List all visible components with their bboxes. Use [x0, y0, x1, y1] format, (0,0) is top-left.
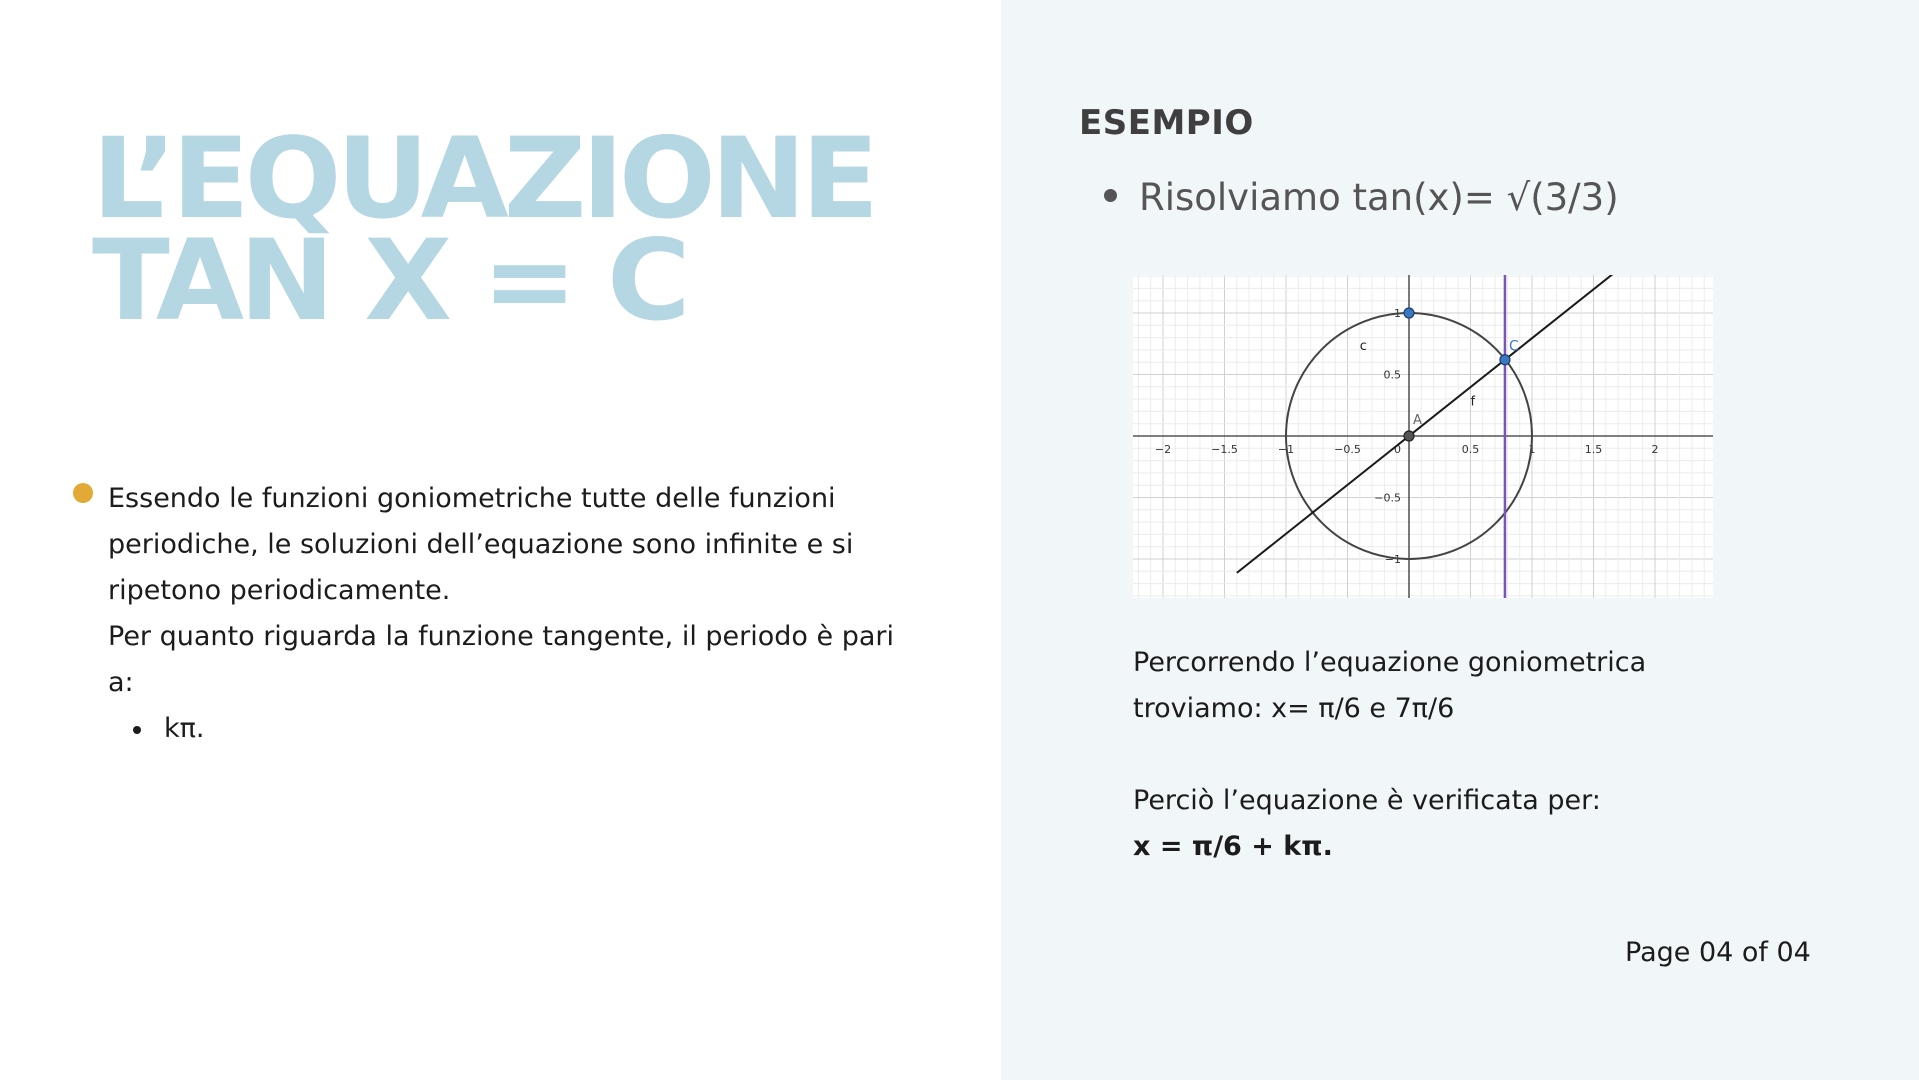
bullet-dot-icon	[1104, 189, 1117, 202]
x-tick-label: −1	[1277, 443, 1295, 456]
result-solution: x = π/6 + kπ.	[1133, 831, 1333, 862]
x-tick-label: 1	[1528, 443, 1536, 456]
result-text	[1133, 640, 1773, 870]
example-item	[1104, 176, 1619, 219]
result-line-3: Perciò l’equazione è verificata per:	[1133, 785, 1601, 816]
body-paragraph-1: Essendo le funzioni goniometriche tutte delle funzioni periodiche, le soluzioni dell’equazione sono infinite e si ripetono periodicamente.	[108, 483, 854, 606]
point-c	[1500, 355, 1510, 365]
x-tick-label: −0.5	[1334, 443, 1361, 456]
result-line-2: troviamo: x= π/6 e 7π/6	[1133, 693, 1455, 724]
period-sub-bullet: kπ.	[108, 706, 908, 752]
example-item-text: Risolviamo tan(x)= √(3/3)	[1139, 176, 1619, 219]
y-tick-label: −0.5	[1374, 491, 1401, 505]
y-tick-label: 0.5	[1383, 368, 1401, 382]
body-text	[108, 476, 908, 752]
x-tick-label: 1.5	[1584, 443, 1603, 456]
point-top	[1404, 308, 1414, 318]
section-title: ESEMPIO	[1079, 103, 1254, 143]
graph-axes	[1133, 275, 1713, 598]
x-tick-label: 0.5	[1461, 443, 1480, 456]
origin-tick-label: 0	[1394, 443, 1401, 456]
slide-title	[92, 113, 875, 346]
unit-circle-graph	[1133, 275, 1713, 598]
circle-label: c	[1359, 338, 1367, 354]
page-number: Page 04 of 04	[1625, 937, 1811, 968]
x-tick-label: 2	[1651, 443, 1659, 456]
x-tick-label: −2	[1154, 443, 1172, 456]
point-c-label: C	[1508, 338, 1519, 355]
point-a-label: A	[1413, 413, 1422, 428]
y-tick-label: 1	[1394, 307, 1401, 320]
slide-title-line1: L’EQUAZIONE	[92, 113, 875, 244]
line-label: f	[1470, 394, 1476, 410]
result-line-1: Percorrendo l’equazione goniometrica	[1133, 647, 1647, 678]
point-a	[1404, 431, 1414, 441]
x-tick-label: −1.5	[1211, 443, 1238, 456]
y-tick-label: −1	[1384, 553, 1401, 566]
bullet-dot-icon	[73, 483, 93, 503]
slide-title-line2: TAN X = C	[92, 215, 686, 346]
body-paragraph-2: Per quanto riguarda la funzione tangente, il periodo è pari a:	[108, 621, 895, 698]
